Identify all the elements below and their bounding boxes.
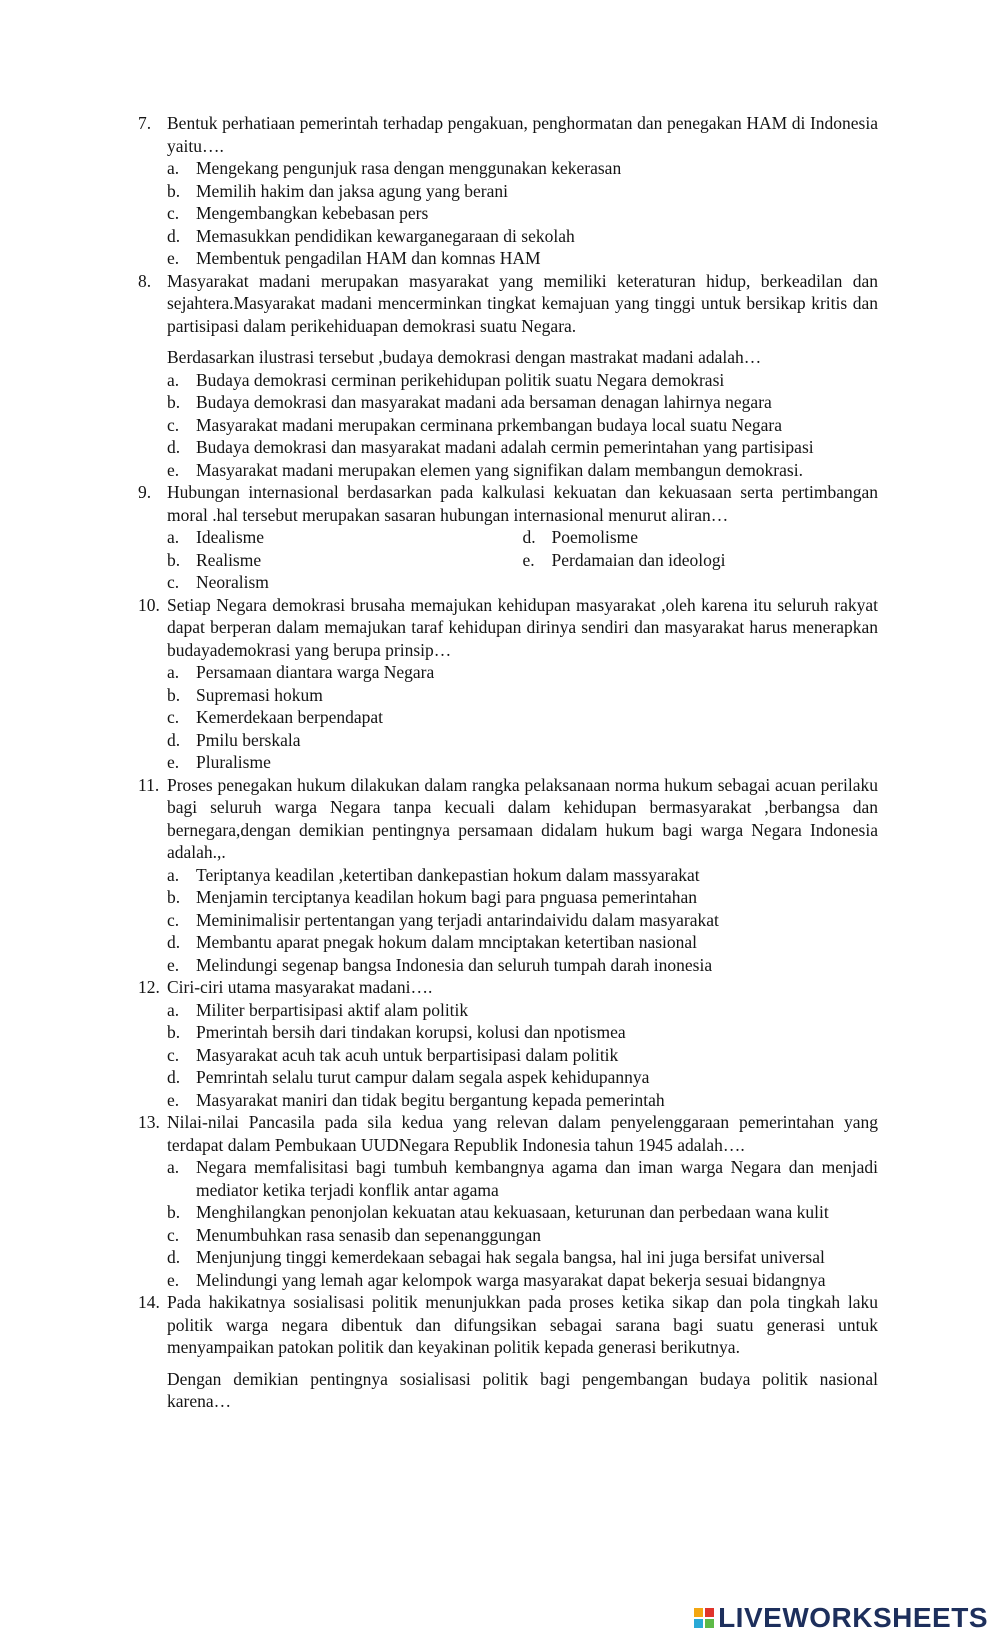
logo-square: [705, 1619, 714, 1628]
question-number: 7.: [138, 113, 152, 133]
logo-text: LIVEWORKSHEETS: [718, 1602, 988, 1633]
option-text: Masyarakat acuh tak acuh untuk berpartisipasi dalam politik: [196, 1044, 619, 1065]
question-text: Proses penegakan hukum dilakukan dalam rangka pelaksanaan norma hukum sebagai acuan perilaku bagi seluruh warga Negara tanpa kecuali dalam kehidupan bermasyarakat ,berbangsa dan bernegara,dengan demikian pentingnya persamaan didalam hukum bagi warga Negara Indonesia adalah.,.: [167, 774, 878, 862]
option-text: Masyarakat madani merupakan cerminana prkembangan budaya local suatu Negara: [196, 414, 782, 435]
answer-option[interactable]: [167, 1246, 878, 1269]
option-letter: e.: [167, 752, 180, 772]
option-text: Pemrintah selalu turut campur dalam segala aspek kehidupannya: [196, 1067, 650, 1087]
question-number: 14.: [138, 1292, 160, 1312]
question-13: [138, 1111, 878, 1291]
answer-options: [167, 1156, 878, 1291]
option-letter: a.: [167, 662, 180, 682]
option-letter: c.: [167, 909, 180, 930]
option-text: Melindungi yang lemah agar kelompok warga masyarakat dapat bekerja sesuai bidangnya: [196, 1269, 826, 1290]
option-letter: a.: [167, 864, 180, 885]
option-letter: d.: [167, 1067, 181, 1087]
question-text: Berdasarkan ilustrasi tersebut ,budaya demokrasi dengan mastrakat madani adalah…: [167, 347, 762, 367]
question-text: Masyarakat madani merupakan masyarakat yang memiliki keteraturan hidup, berkeadilan dan sejahtera.Masyarakat madani mencerminkan tingkat kemajuan yang tinggi untuk bersikap kritis dan partisipasi dalam perikehiduapan demokrasi suatu Negara.: [167, 270, 878, 336]
option-letter: b.: [167, 1202, 181, 1222]
option-letter: b.: [167, 684, 181, 705]
answer-option[interactable]: [167, 1021, 878, 1044]
answer-option[interactable]: [167, 729, 878, 752]
option-letter: a.: [167, 158, 180, 178]
answer-option[interactable]: [167, 549, 523, 572]
question-10: [138, 594, 878, 774]
question-body: [167, 481, 878, 594]
answer-option[interactable]: [167, 1224, 878, 1247]
logo-square: [705, 1608, 714, 1617]
answer-option[interactable]: [167, 661, 878, 684]
option-letter: a.: [167, 527, 180, 547]
option-letter: b.: [167, 180, 181, 201]
option-letter: c.: [167, 1044, 180, 1065]
answer-option[interactable]: [167, 954, 878, 977]
option-letter: d.: [167, 437, 181, 457]
answer-option[interactable]: [167, 180, 878, 203]
option-letter: b.: [167, 392, 181, 412]
answer-option[interactable]: [167, 706, 878, 729]
question-number: 11.: [138, 774, 160, 795]
option-text: Negara memfalisitasi bagi tumbuh kembangnya agama dan iman warga Negara dan menjadi mediator ketika terjadi konflik antar agama: [196, 1157, 878, 1200]
option-text: Pluralisme: [196, 752, 271, 772]
answer-option[interactable]: [167, 864, 878, 887]
logo-square: [694, 1608, 703, 1617]
question-8: [138, 270, 878, 482]
question-text: Hubungan internasional berdasarkan pada kalkulasi kekuatan dan kekuasaan serta pertimbangan moral .hal tersebut merupakan sasaran hubungan internasional menurut aliran…: [167, 482, 878, 525]
option-letter: e.: [167, 1089, 180, 1110]
answer-option[interactable]: [167, 247, 878, 270]
answer-option[interactable]: [523, 549, 879, 572]
answer-option[interactable]: [523, 526, 879, 549]
question-text: Pada hakikatnya sosialisasi politik menunjukkan pada proses ketika sikap dan pola tingkah laku politik warga negara dibentuk dan difungsikan sebagai sarana bagi suatu generasi untuk menyampaikan patokan politik dan keyakinan politik kepada generasi berikutnya.: [167, 1292, 878, 1357]
question-14: [138, 1291, 878, 1413]
answer-option[interactable]: [167, 459, 878, 482]
option-letter: c.: [167, 414, 180, 435]
question-body: [167, 112, 878, 270]
option-letter: e.: [167, 1269, 180, 1290]
answer-option[interactable]: [167, 909, 878, 932]
liveworksheets-logo[interactable]: [694, 1601, 988, 1635]
answer-option[interactable]: [167, 931, 878, 954]
answer-option[interactable]: [167, 1089, 878, 1112]
option-text: Budaya demokrasi dan masyarakat madani adalah cermin pemerintahan yang partisipasi: [196, 437, 814, 457]
option-text: Neoralism: [196, 572, 269, 592]
option-text: Menjunjung tinggi kemerdekaan sebagai hak segala bangsa, hal ini juga bersifat universal: [196, 1247, 825, 1267]
answer-option[interactable]: [167, 886, 878, 909]
option-text: Membentuk pengadilan HAM dan komnas HAM: [196, 248, 541, 268]
answer-options: [167, 661, 878, 774]
option-text: Teriptanya keadilan ,ketertiban dankepastian hokum dalam massyarakat: [196, 864, 700, 885]
question-text: Ciri-ciri utama masyarakat madani….: [167, 977, 433, 997]
option-text: Mengembangkan kebebasan pers: [196, 203, 429, 223]
option-letter: e.: [167, 459, 180, 480]
answer-options: [167, 864, 878, 977]
option-letter: b.: [167, 1022, 181, 1042]
answer-option[interactable]: [167, 436, 878, 459]
option-letter: d.: [167, 225, 181, 246]
option-text: Budaya demokrasi dan masyarakat madani ada bersaman denagan lahirnya negara: [196, 392, 772, 412]
answer-options: [167, 157, 878, 270]
option-letter: c.: [167, 572, 180, 592]
option-letter: b.: [167, 887, 181, 907]
answer-option[interactable]: [167, 414, 878, 437]
option-text: Memilih hakim dan jaksa agung yang berani: [196, 180, 509, 201]
option-text: Masyarakat maniri dan tidak begitu bergantung kepada pemerintah: [196, 1089, 665, 1110]
answer-option[interactable]: [167, 391, 878, 414]
option-text: Budaya demokrasi cerminan perikehidupan politik suatu Negara demokrasi: [196, 369, 725, 390]
option-letter: c.: [167, 707, 180, 727]
option-text: Masyarakat madani merupakan elemen yang signifikan dalam membangun demokrasi.: [196, 459, 803, 480]
option-text: Membantu aparat pnegak hokum dalam mnciptakan ketertiban nasional: [196, 932, 698, 952]
option-letter: a.: [167, 999, 180, 1020]
question-number: 12.: [138, 977, 160, 997]
question-body: [167, 594, 878, 774]
option-text: Mengekang pengunjuk rasa dengan menggunakan kekerasan: [196, 158, 622, 178]
option-text: Kemerdekaan berpendapat: [196, 707, 384, 727]
option-text: Menghilangkan penonjolan kekuatan atau kekuasaan, keturunan dan perbedaan wana kulit: [196, 1202, 829, 1222]
question-9: [138, 481, 878, 594]
option-letter: c.: [167, 1224, 180, 1245]
option-text: Idealisme: [196, 527, 265, 547]
answer-option[interactable]: [167, 1066, 878, 1089]
option-letter: e.: [167, 954, 180, 975]
question-body: [167, 1111, 878, 1291]
answer-option[interactable]: [167, 526, 523, 549]
option-text: Menjamin terciptanya keadilan hokum bagi para pnguasa pemerintahan: [196, 887, 697, 907]
logo-squares-icon: [694, 1608, 714, 1628]
answer-option[interactable]: [167, 225, 878, 248]
option-text: Militer berpartisipasi aktif alam politik: [196, 999, 469, 1020]
answer-option[interactable]: [167, 1044, 878, 1067]
question-11: [138, 774, 878, 977]
answer-option[interactable]: [167, 1269, 878, 1292]
answer-options: [167, 999, 878, 1112]
question-number: 9.: [138, 482, 152, 502]
question-7: [138, 112, 878, 270]
option-text: Perdamaian dan ideologi: [551, 549, 726, 570]
option-text: Memasukkan pendidikan kewarganegaraan di sekolah: [196, 225, 575, 246]
option-letter: e.: [522, 549, 535, 570]
question-body: [167, 774, 878, 977]
option-text: Poemolisme: [551, 527, 639, 547]
option-letter: d.: [167, 729, 181, 750]
option-letter: d.: [522, 527, 536, 547]
option-text: Meminimalisir pertentangan yang terjadi antarindaividu dalam masyarakat: [196, 909, 719, 930]
question-number: 8.: [138, 270, 152, 291]
answer-option[interactable]: [167, 684, 878, 707]
logo-square: [694, 1619, 703, 1628]
option-text: Melindungi segenap bangsa Indonesia dan seluruh tumpah darah inonesia: [196, 954, 713, 975]
option-letter: b.: [167, 549, 181, 570]
answer-option[interactable]: [167, 751, 878, 774]
question-text: Bentuk perhatiaan pemerintah terhadap pengakuan, penghormatan dan penegakan HAM di Indonesia yaitu….: [167, 113, 878, 156]
question-text: Setiap Negara demokrasi brusaha memajukan kehidupan masyarakat ,oleh karena itu seluruh rakyat dapat berperan dalam memajukan taraf kehidupan dirinya sendiri dan masyarakat harus menerapkan budayademokrasi yang berupa prinsip…: [167, 594, 878, 660]
question-text: Dengan demikian pentingnya sosialisasi politik bagi pengembangan budaya politik nasional karena…: [167, 1368, 878, 1411]
question-body: [167, 270, 878, 482]
option-text: Pmerintah bersih dari tindakan korupsi, kolusi dan npotismea: [196, 1022, 626, 1042]
option-letter: c.: [167, 203, 180, 223]
option-letter: e.: [167, 248, 180, 268]
option-letter: d.: [167, 932, 181, 952]
answer-option[interactable]: [167, 571, 523, 594]
answer-option[interactable]: [167, 1156, 878, 1201]
answer-option[interactable]: [167, 1201, 878, 1224]
question-number: 10.: [138, 594, 160, 615]
option-text: Persamaan diantara warga Negara: [196, 662, 435, 682]
question-body: [167, 976, 878, 1111]
question-body: [167, 1291, 878, 1413]
option-text: Menumbuhkan rasa senasib dan sepenanggungan: [196, 1224, 542, 1245]
answer-option[interactable]: [167, 202, 878, 225]
question-12: [138, 976, 878, 1111]
answer-option[interactable]: [167, 369, 878, 392]
question-text: Nilai-nilai Pancasila pada sila kedua yang relevan dalam penyelenggaraan pemerintahan yang terdapat dalam Pembukaan UUDNegara Republik Indonesia tahun 1945 adalah….: [167, 1112, 878, 1155]
option-text: Supremasi hokum: [196, 684, 323, 705]
answer-option[interactable]: [167, 999, 878, 1022]
answer-options: [167, 369, 878, 482]
answer-options: [167, 526, 878, 594]
question-number: 13.: [138, 1112, 160, 1132]
option-text: Pmilu berskala: [196, 729, 301, 750]
option-text: Realisme: [196, 549, 262, 570]
option-letter: a.: [167, 1157, 180, 1177]
option-letter: d.: [167, 1247, 181, 1267]
option-letter: a.: [167, 369, 180, 390]
worksheet: [138, 112, 878, 1413]
answer-option[interactable]: [167, 157, 878, 180]
